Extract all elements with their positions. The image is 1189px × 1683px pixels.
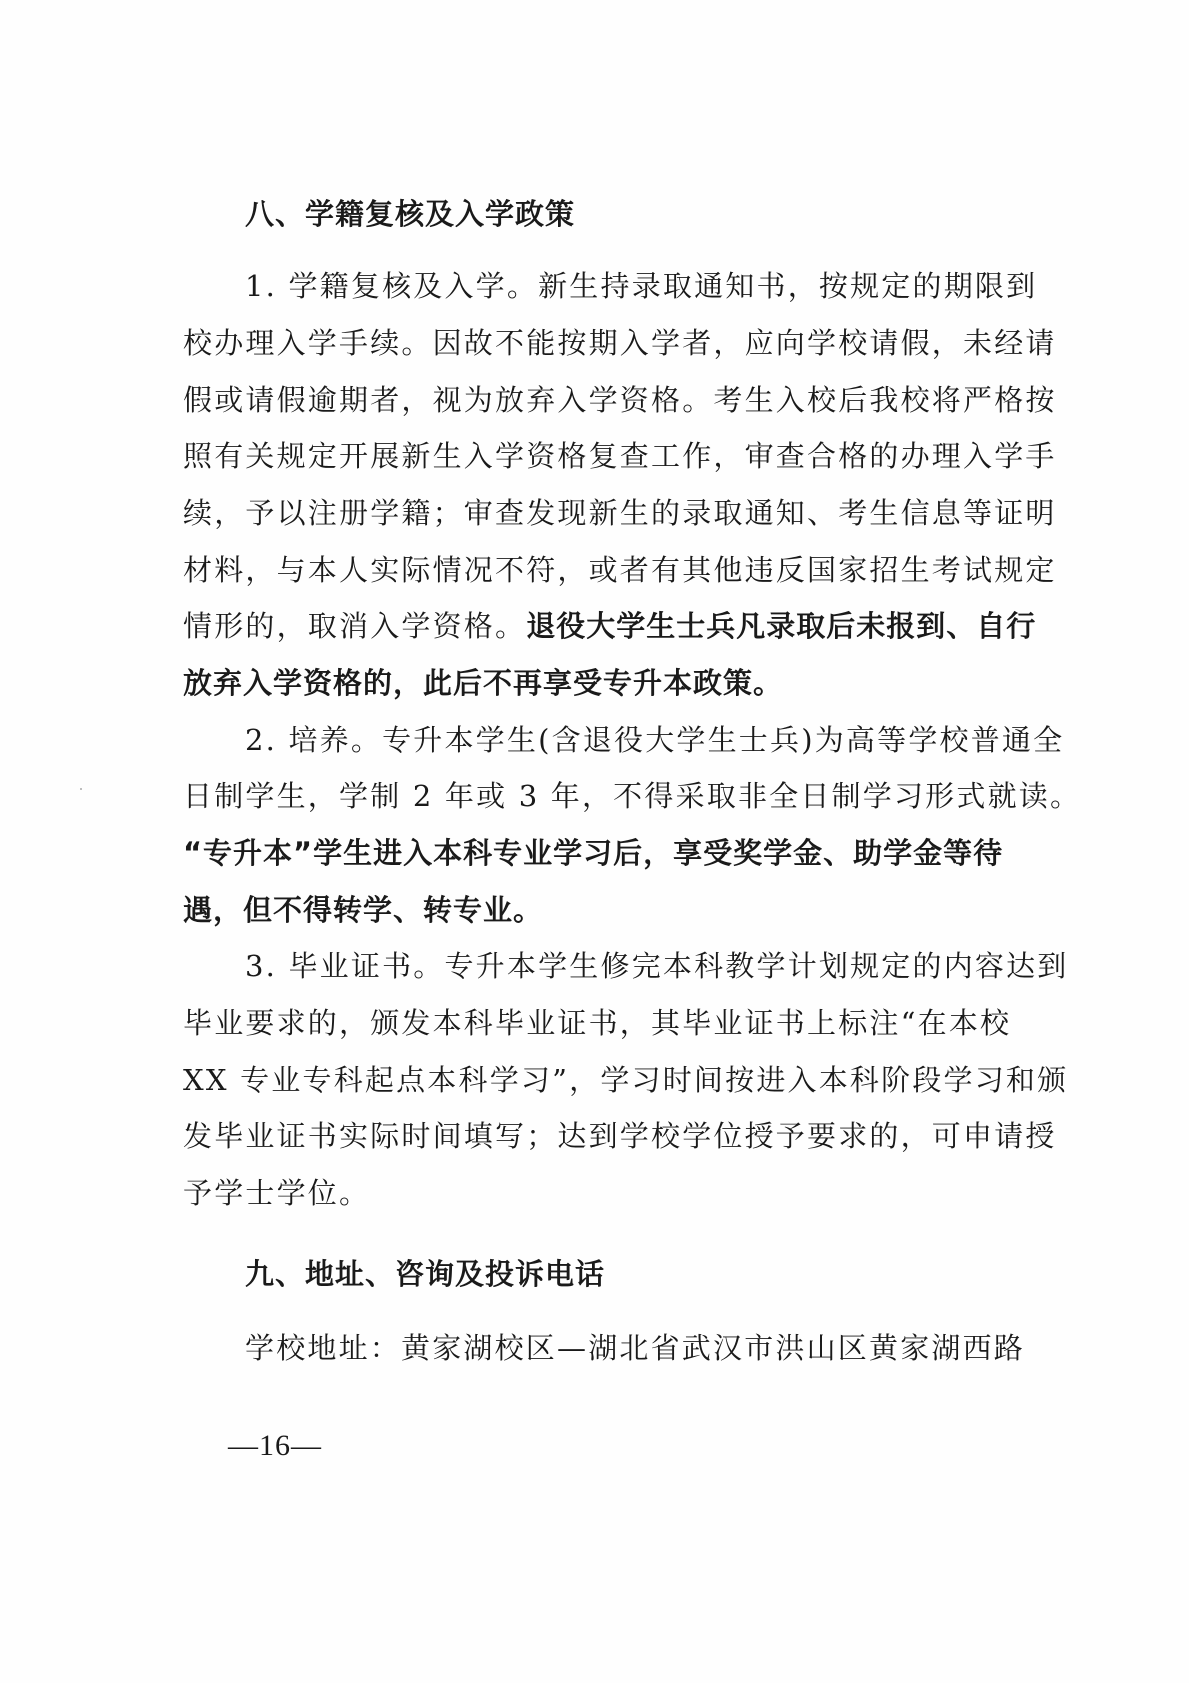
item3-line-5: 予学士学位。 xyxy=(183,1176,371,1210)
item1-line-6: 材料，与本人实际情况不符，或者有其他违反国家招生考试规定 xyxy=(183,553,1057,587)
item2-line-1: 2. 培养。专升本学生(含退役大学生士兵)为高等学校普通全 xyxy=(245,723,1065,757)
item3-line-3: XX 专业专科起点本科学习”，学习时间按进入本科阶段学习和颁 xyxy=(183,1063,1069,1097)
item2-line-2: 日制学生，学制 2 年或 3 年，不得采取非全日制学习形式就读。 xyxy=(183,779,1082,813)
item1-line-7-bold: 退役大学生士兵凡录取后未报到、自行 xyxy=(526,609,1037,643)
scan-speck xyxy=(80,788,82,790)
item1-line-2: 校办理入学手续。因故不能按期入学者，应向学校请假，未经请 xyxy=(183,326,1057,360)
item1-line-7-normal: 情形的，取消入学资格。 xyxy=(183,609,527,643)
item1-line-4: 照有关规定开展新生入学资格复查工作，审查合格的办理入学手 xyxy=(183,439,1057,473)
item3-line-4: 发毕业证书实际时间填写；达到学校学位授予要求的，可申请授 xyxy=(183,1119,1057,1153)
item2-line-3-bold: “专升本”学生进入本科专业学习后，享受奖学金、助学金等待 xyxy=(183,836,1004,870)
item1-line-1: 1. 学籍复核及入学。新生持录取通知书，按规定的期限到 xyxy=(245,269,1038,303)
section-heading-8: 八、学籍复核及入学政策 xyxy=(245,197,576,231)
address-line: 学校地址：黄家湖校区—湖北省武汉市洪山区黄家湖西路 xyxy=(245,1331,1026,1365)
item1-line-3: 假或请假逾期者，视为放弃入学资格。考生入校后我校将严格按 xyxy=(183,383,1057,417)
page-number: —16— xyxy=(228,1429,322,1462)
item1-line-8-bold: 放弃入学资格的，此后不再享受专升本政策。 xyxy=(183,666,784,700)
item3-line-1: 3. 毕业证书。专升本学生修完本科教学计划规定的内容达到 xyxy=(245,949,1069,983)
item1-line-5: 续，予以注册学籍；审查发现新生的录取通知、考生信息等证明 xyxy=(183,496,1057,530)
item2-line-4-bold: 遇，但不得转学、转专业。 xyxy=(183,893,544,927)
section-heading-9: 九、地址、咨询及投诉电话 xyxy=(245,1257,606,1291)
item3-line-2: 毕业要求的，颁发本科毕业证书，其毕业证书上标注“在本校 xyxy=(183,1006,1012,1040)
item1-line-7 xyxy=(183,608,1043,644)
